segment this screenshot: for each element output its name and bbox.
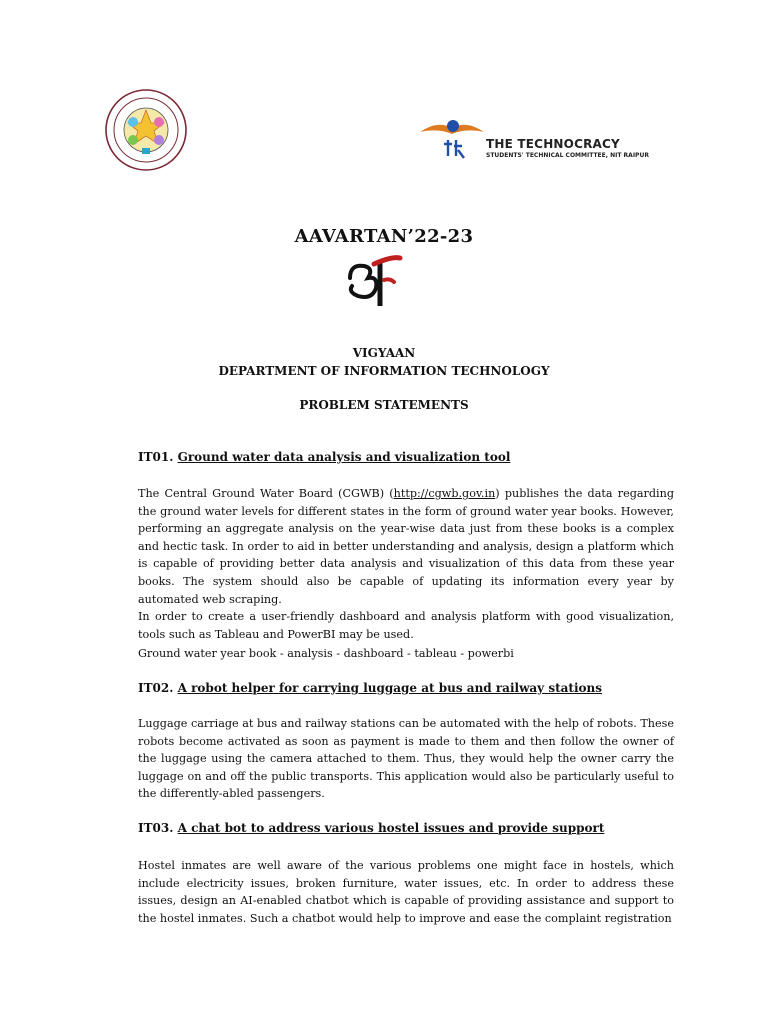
problem-heading-it03	[138, 821, 604, 835]
aavartan-logo	[344, 252, 404, 308]
technocracy-title: THE TECHNOCRACY	[486, 137, 620, 151]
problem-body-it01: The Central Ground Water Board (CGWB) (http://cgwb.gov.in) publishes the data regarding the ground water levels for different states in the form of ground water year books. However, performing an aggregate analysis on the year-wise data just from these books is a complex and hectic task. In order to aid in better understanding and analysis, design a platform which is capable of providing better data analysis and visualization of this data from these year books. The system should also be capable of updating its information every year by automated web scraping.	[138, 487, 674, 606]
institute-seal-logo	[104, 88, 188, 172]
problem-title: A robot helper for carrying luggage at bus and railway stations	[177, 681, 602, 695]
event-title: AAVARTAN’22-23	[294, 226, 474, 247]
problem-id: IT03.	[138, 821, 174, 835]
problem-body-it03: Hostel inmates are well aware of the various problems one might face in hostels, which include electricity issues, broken furniture, water issues, etc. In order to address these issues, design an AI-enabled chatbot which is capable of providing assistance and support to the hostel inmates. Such a chatbot would help to improve and ease the complaint registration	[138, 859, 674, 925]
technocracy-subtitle: STUDENTS' TECHNICAL COMMITTEE, NIT RAIPUR	[486, 152, 649, 159]
problem-title: Ground water data analysis and visualization tool	[177, 450, 511, 464]
problem-body-it01-extra: In order to create a user-friendly dashboard and analysis platform with good visualization, tools such as Tableau and PowerBI may be used.	[138, 610, 674, 641]
problem-title: A chat bot to address various hostel issues and provide support	[177, 821, 605, 835]
department-name: DEPARTMENT OF INFORMATION TECHNOLOGY	[218, 364, 550, 378]
technocracy-logo	[418, 114, 488, 160]
department-short: VIGYAAN	[352, 346, 416, 360]
cgwb-link[interactable]: http://cgwb.gov.in	[393, 487, 496, 500]
problem-body-it02: Luggage carriage at bus and railway stations can be automated with the help of robots. These robots become activated as soon as payment is made to them and then follow the owner of the luggage using the camera attached to them. Thus, they would help the owner carry the luggage on and off the public transports. This application would also be particularly useful to the differently-abled passengers.	[138, 717, 674, 801]
section-title: PROBLEM STATEMENTS	[299, 398, 469, 412]
problem-id: IT02.	[138, 681, 174, 695]
problem-heading-it01	[138, 450, 510, 464]
problem-heading-it02	[138, 681, 602, 695]
problem-tags-it01: Ground water year book - analysis - dashboard - tableau - powerbi	[138, 647, 514, 660]
problem-id: IT01.	[138, 450, 174, 464]
